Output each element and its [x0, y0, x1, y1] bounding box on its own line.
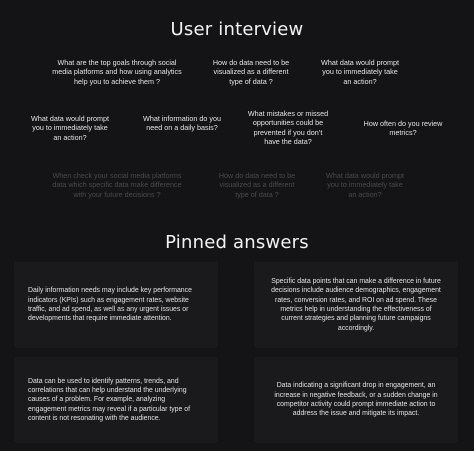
- interview-question[interactable]: How often do you review metrics?: [363, 119, 443, 138]
- pinned-answer-card[interactable]: [14, 262, 218, 348]
- interview-question-faded[interactable]: How do data need to be visualized as a different type of data ?: [218, 171, 296, 199]
- interview-question-faded[interactable]: What data would prompt you to immediately take an action?: [326, 171, 404, 199]
- pinned-answer-text: Daily information needs may include key performance indicators (KPIs) such as engagement rates, website traffic, and ad spend, as well as any urgent issues or developments that require immediate attention.: [28, 287, 192, 323]
- pinned-answer-card[interactable]: [14, 357, 218, 443]
- interview-question[interactable]: What data would prompt you to immediately take an action?: [31, 114, 109, 142]
- interview-question[interactable]: How do data need to be visualized as a different type of data ?: [212, 58, 290, 86]
- user-interview-title: User interview: [170, 19, 304, 40]
- interview-question[interactable]: What data would prompt you to immediately take an action?: [321, 58, 399, 86]
- pinned-answer-card[interactable]: [254, 357, 458, 443]
- pinned-answer-text: Specific data points that can make a difference in future decisions include audience demographics, engagement rates, conversion rates, and ROI on ad spend. These metrics help in understanding the effectiveness of current strategies and planning future campaigns accordingly.: [271, 278, 441, 332]
- pinned-answer-text: Data can be used to identify patterns, trends, and correlations that can help understand the underlying causes of a problem. For example, analyzing engagement metrics may reveal if a particular type of content is not resonating with the audience.: [28, 377, 191, 422]
- interview-question[interactable]: What information do you need on a daily basis?: [143, 114, 221, 133]
- pinned-answer-card[interactable]: [254, 262, 458, 348]
- interview-question[interactable]: What are the top goals through social media platforms and how using analytics help you to achieve them ?: [52, 58, 182, 86]
- interview-question[interactable]: What mistakes or missed opportunities could be prevented if you don’t have the data?: [247, 109, 329, 147]
- interview-question-faded[interactable]: When check your social media platforms data which specific data make difference with your future decisions ?: [52, 171, 182, 199]
- pinned-answers-title: Pinned answers: [165, 232, 309, 253]
- pinned-answer-text: Data indicating a significant drop in engagement, an increase in negative feedback, or a sudden change in competitor activity could prompt immediate action to address the issue and mitigate its impact.: [274, 382, 438, 418]
